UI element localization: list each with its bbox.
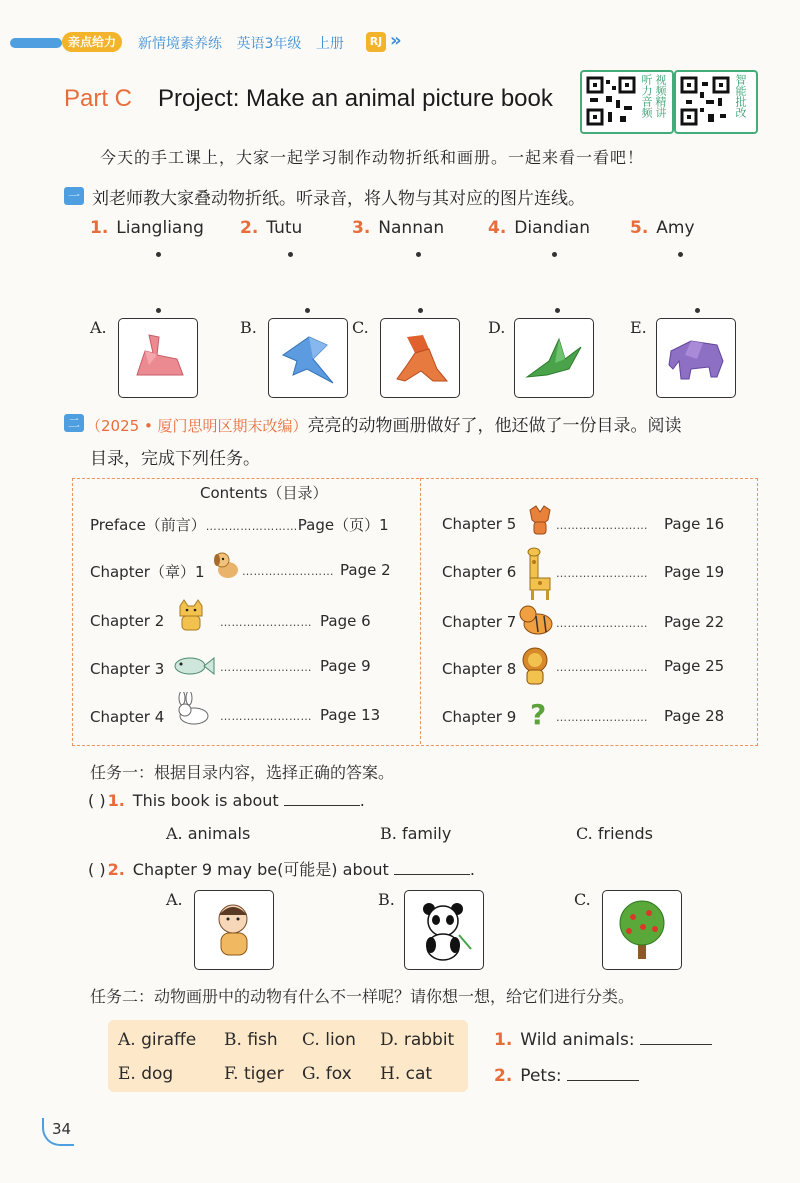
name-item: 1. Liangliang xyxy=(90,218,204,238)
lion-icon xyxy=(518,646,552,686)
contents-row-page: …………………… Page 6 xyxy=(220,612,371,630)
intro-text: 今天的手工课上，大家一起学习制作动物折纸和画册。一起来看一看吧！ xyxy=(100,148,645,167)
fish-origami-icon xyxy=(273,325,343,391)
contents-row: Chapter 2 xyxy=(90,612,165,630)
chevron-right-icon: » xyxy=(390,30,402,51)
contents-row: Chapter 5 xyxy=(442,515,517,533)
option-a-image[interactable] xyxy=(118,318,198,398)
q1-option-a[interactable]: A. animals xyxy=(166,824,251,843)
cat-icon xyxy=(174,598,206,634)
word-option: H. cat xyxy=(380,1064,433,1084)
header-subject: 英语3年级 xyxy=(236,36,302,52)
match-dot[interactable] xyxy=(418,308,423,313)
option-d-image[interactable] xyxy=(514,318,594,398)
source-note: （2025 • 厦门思明区期末改编） xyxy=(86,417,308,435)
leader-dots: …………………… xyxy=(556,567,648,580)
qr-block-audio-video[interactable] xyxy=(580,70,674,134)
header-volume: 上册 xyxy=(315,36,344,52)
q2-option-a-image[interactable] xyxy=(194,890,274,970)
match-dot[interactable] xyxy=(156,252,161,257)
answer-blank[interactable] xyxy=(567,1080,639,1081)
dog-icon xyxy=(210,548,242,582)
name-item: 5. Amy xyxy=(630,218,695,238)
q1-option-b[interactable]: B. family xyxy=(380,824,452,843)
section2-instruction-cont: 目录，完成下列任务。 xyxy=(90,449,260,469)
apple-tree-icon xyxy=(607,895,677,965)
wild-animals-line: 1. Wild animals: xyxy=(494,1030,712,1050)
word-option: G. fox xyxy=(302,1064,352,1084)
header-badge: 亲点给力 xyxy=(62,32,122,52)
section2-instruction: （2025 • 厦门思明区期末改编）亮亮的动物画册做好了，他还做了一份目录。阅读 xyxy=(86,416,682,436)
answer-blank[interactable] xyxy=(284,805,360,806)
leader-dots: …………………… xyxy=(556,711,648,724)
contents-row-page: …………………… Page 13 xyxy=(220,706,381,724)
option-label: D. xyxy=(488,318,506,337)
leader-dots: …………………… xyxy=(556,661,648,674)
leader-dots: …………………… xyxy=(205,520,298,533)
qr-code-icon xyxy=(680,76,730,126)
giraffe-icon xyxy=(522,546,556,602)
contents-row-page: …………………… Page 9 xyxy=(220,657,371,675)
bird-origami-icon xyxy=(519,325,589,391)
panda-icon xyxy=(409,895,479,965)
header-series-name: 新情境素养练 xyxy=(138,36,222,52)
match-dot[interactable] xyxy=(552,252,557,257)
word-option: C. lion xyxy=(302,1030,356,1050)
leader-dots: …………………… xyxy=(556,617,648,630)
option-label: A. xyxy=(90,318,107,337)
option-label: B. xyxy=(240,318,257,337)
word-option: A. giraffe xyxy=(118,1030,197,1050)
monkey-origami-icon xyxy=(385,325,455,391)
fish-icon xyxy=(172,654,216,678)
qr-code-icon xyxy=(586,76,636,126)
contents-row-page: …………………… Page 2 xyxy=(242,561,391,579)
page-title: Project: Make an animal picture book xyxy=(158,85,553,112)
edition-badge: RJ xyxy=(366,32,386,52)
word-option: E. dog xyxy=(118,1064,174,1084)
option-label: E. xyxy=(630,318,647,337)
option-label: B. xyxy=(378,890,395,909)
option-label: A. xyxy=(166,890,183,909)
match-dot[interactable] xyxy=(288,252,293,257)
contents-row-page: …………………… Page 25 xyxy=(556,657,725,675)
name-item: 2. Tutu xyxy=(240,218,303,238)
contents-row: Chapter 7 xyxy=(442,613,517,631)
qr-label-video: 视频精讲 xyxy=(654,74,667,118)
answer-paren[interactable]: ( ) xyxy=(88,791,106,810)
contents-row: Chapter 3 xyxy=(90,660,165,678)
task1-question-2: ( ) 2. Chapter 9 may be(可能是) about . xyxy=(88,860,475,879)
answer-blank[interactable] xyxy=(394,874,470,875)
answer-paren[interactable]: ( ) xyxy=(88,860,106,879)
leader-dots: …………………… xyxy=(242,565,334,578)
part-label: Part C xyxy=(64,85,133,112)
rabbit-origami-icon xyxy=(123,325,193,391)
task2-heading: 任务二：动物画册中的动物有什么不一样呢？请你想一想，给它们进行分类。 xyxy=(90,987,635,1006)
rabbit-icon xyxy=(172,692,212,726)
leader-dots: …………………… xyxy=(220,616,312,629)
contents-row-page: …………………… Page 28 xyxy=(556,707,725,725)
match-dot[interactable] xyxy=(156,308,161,313)
contents-row-page: …………………… Page 19 xyxy=(556,563,725,581)
contents-row: Chapter 4 xyxy=(90,708,165,726)
contents-row: Preface（前言）……………………Page（页）1 xyxy=(90,516,389,534)
match-dot[interactable] xyxy=(695,308,700,313)
match-dot[interactable] xyxy=(555,308,560,313)
contents-row-page: …………………… Page 16 xyxy=(556,515,725,533)
baby-icon xyxy=(199,895,269,965)
pets-line: 2. Pets: xyxy=(494,1066,639,1086)
word-option: B. fish xyxy=(224,1030,278,1050)
contents-row: Chapter 8 xyxy=(442,660,517,678)
leader-dots: …………………… xyxy=(556,519,648,532)
header-series xyxy=(138,33,354,53)
contents-row: Chapter（章）1 xyxy=(90,563,205,581)
leader-dots: …………………… xyxy=(220,710,312,723)
section-number-icon: 二 xyxy=(64,414,84,432)
contents-title: Contents（目录） xyxy=(200,484,328,502)
contents-row: Chapter 9 xyxy=(442,708,517,726)
match-dot[interactable] xyxy=(305,308,310,313)
question-mark-icon: ? xyxy=(530,698,547,731)
match-dot[interactable] xyxy=(416,252,421,257)
contents-row-page: …………………… Page 22 xyxy=(556,613,725,631)
option-c-image[interactable] xyxy=(380,318,460,398)
option-e-image[interactable] xyxy=(656,318,736,398)
q2-option-c-image[interactable] xyxy=(602,890,682,970)
task1-heading: 任务一：根据目录内容，选择正确的答案。 xyxy=(90,763,395,782)
contents-row: Chapter 6 xyxy=(442,563,517,581)
option-label: C. xyxy=(352,318,369,337)
match-dot[interactable] xyxy=(678,252,683,257)
qr-block-grading[interactable] xyxy=(674,70,758,134)
header-bar xyxy=(10,38,62,48)
option-label: C. xyxy=(574,890,591,909)
contents-divider xyxy=(420,478,421,744)
option-b-image[interactable] xyxy=(268,318,348,398)
fox-icon xyxy=(526,504,554,536)
word-option: F. tiger xyxy=(224,1064,284,1084)
section-number-icon: 一 xyxy=(64,187,84,205)
page-number: 34 xyxy=(52,1120,72,1138)
q2-option-b-image[interactable] xyxy=(404,890,484,970)
name-item: 3. Nannan xyxy=(352,218,445,238)
elephant-origami-icon xyxy=(661,325,731,391)
qr-label-audio: 听力音频 xyxy=(640,74,653,118)
tiger-icon xyxy=(516,600,554,638)
section1-instruction: 刘老师教大家叠动物折纸。听录音，将人物与其对应的图片连线。 xyxy=(92,189,585,209)
leader-dots: …………………… xyxy=(220,661,312,674)
word-option: D. rabbit xyxy=(380,1030,455,1050)
qr-label-grading: 智能批改 xyxy=(734,74,747,118)
q1-option-c[interactable]: C. friends xyxy=(576,824,653,843)
name-item: 4. Diandian xyxy=(488,218,591,238)
task1-question-1: ( ) 1. This book is about . xyxy=(88,791,365,810)
answer-blank[interactable] xyxy=(640,1044,712,1045)
